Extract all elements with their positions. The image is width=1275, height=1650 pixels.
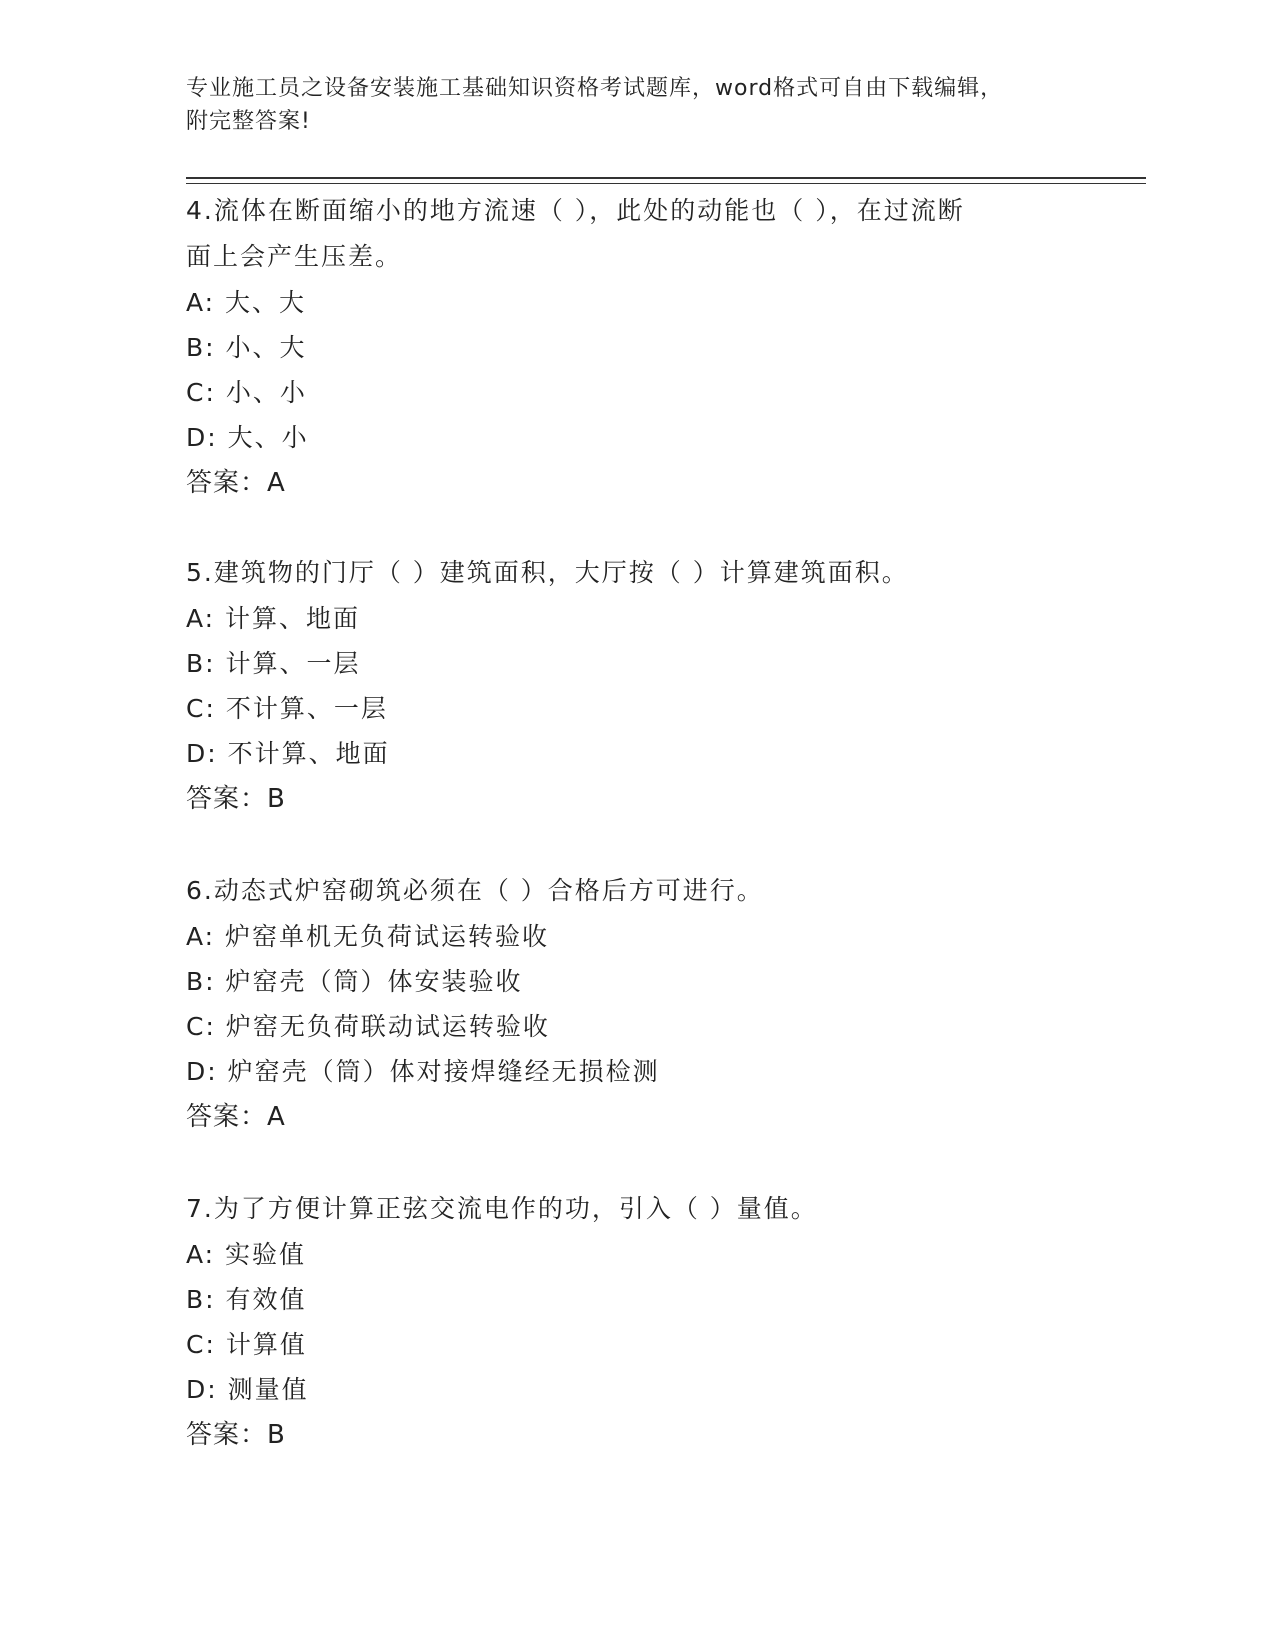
option-b: B: 有效值 xyxy=(186,1285,307,1314)
option-a: A: 计算、地面 xyxy=(186,604,361,633)
answer: 答案：A xyxy=(186,468,286,498)
option-d: D: 不计算、地面 xyxy=(186,739,390,768)
document-header xyxy=(186,72,1066,138)
option-c: C: 炉窑无负荷联动试运转验收 xyxy=(186,1012,550,1041)
answer: 答案：B xyxy=(186,1420,286,1450)
option-b: B: 炉窑壳（筒）体安装验收 xyxy=(186,967,523,996)
question-5 xyxy=(186,550,1086,822)
option-d: D: 大、小 xyxy=(186,423,309,452)
question-stem-continued: 面上会产生压差。 xyxy=(186,242,403,271)
question-stem: 5.建筑物的门厅（ ）建筑面积，大厅按（ ）计算建筑面积。 xyxy=(186,558,909,587)
question-stem: 4.流体在断面缩小的地方流速（ ），此处的动能也（ ），在过流断 xyxy=(186,196,965,225)
option-b: B: 小、大 xyxy=(186,333,307,362)
question-4 xyxy=(186,188,1086,506)
question-stem: 6.动态式炉窑砌筑必须在（ ）合格后方可进行。 xyxy=(186,876,764,905)
option-c: C: 计算值 xyxy=(186,1330,307,1359)
option-c: C: 不计算、一层 xyxy=(186,694,388,723)
option-a: A: 实验值 xyxy=(186,1240,307,1269)
option-b: B: 计算、一层 xyxy=(186,649,361,678)
option-a: A: 大、大 xyxy=(186,288,307,317)
option-c: C: 小、小 xyxy=(186,378,307,407)
answer: 答案：A xyxy=(186,1102,286,1132)
option-d: D: 炉窑壳（筒）体对接焊缝经无损检测 xyxy=(186,1057,660,1086)
header-line-2: 附完整答案! xyxy=(186,109,311,134)
question-6 xyxy=(186,868,1086,1140)
option-a: A: 炉窑单机无负荷试运转验收 xyxy=(186,922,550,951)
option-d: D: 测量值 xyxy=(186,1375,309,1404)
header-line-1: 专业施工员之设备安装施工基础知识资格考试题库，word格式可自由下载编辑， xyxy=(186,76,1004,101)
answer: 答案：B xyxy=(186,784,286,814)
question-stem: 7.为了方便计算正弦交流电作的功，引入（ ）量值。 xyxy=(186,1194,818,1223)
question-7 xyxy=(186,1186,1086,1458)
header-divider-thin xyxy=(186,183,1146,184)
header-divider xyxy=(186,177,1146,179)
